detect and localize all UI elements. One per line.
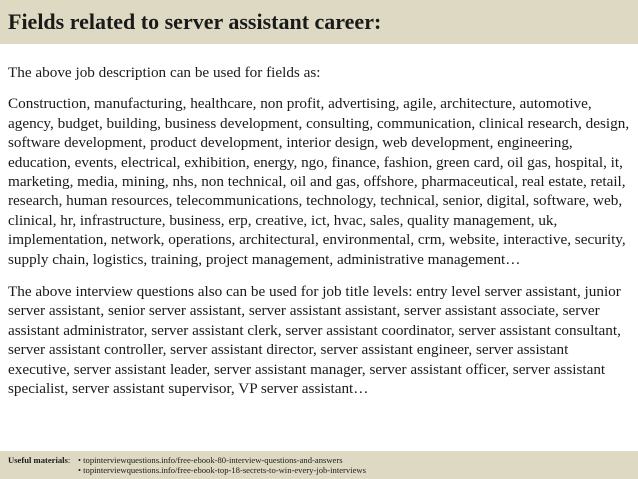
slide-body (8, 63, 633, 412)
page-title (8, 10, 381, 34)
footer-links (78, 455, 366, 475)
intro-text: The above job description can be used for fields as: (8, 64, 321, 81)
footer (8, 455, 366, 475)
job-levels-text: The above interview questions also can be used for job title levels: entry level server assistant, junior server assistant, senior server assistant, server assistant assistant, server assistant associate, server assistant administrator, server assistant clerk, server assistant coordinator, server assistant consultant, server assistant controller, server assistant director, server assistant engineer, server assistant executive, server assistant leader, server assistant manager, server assistant officer, server assistant specialist, server assistant supervisor, VP server assistant… (8, 283, 621, 398)
footer-link[interactable]: • topinterviewquestions.info/free-ebook-80-interview-questions-and-answers (78, 455, 343, 465)
footer-separator: : (67, 455, 71, 465)
page-title-main: Fields related to server assistant career (8, 9, 374, 34)
page-title-colon: : (373, 9, 382, 34)
fields-list: Construction, manufacturing, healthcare, non profit, advertising, agile, architecture, automotive, agency, budget, building, business development, consulting, communication, clinical research, design, software development, product development, interior design, web development, engineering, education, events, electrical, exhibition, energy, ngo, finance, fashion, green card, oil gas, hospital, it, marketing, media, mining, nhs, non technical, oil and gas, offshore, pharmaceutical, real estate, retail, research, human resources, telecommunications, technology, technical, senior, digital, software, web, clinical, hr, infrastructure, business, erp, creative, ict, hvac, sales, quality management, uk, implementation, network, operations, architectural, environmental, crm, website, interactive, security, supply chain, logistics, training, project management, administrative management… (8, 95, 630, 268)
footer-link[interactable]: • topinterviewquestions.info/free-ebook-top-18-secrets-to-win-every-job-interviews (78, 465, 366, 475)
footer-label: Useful materials (8, 455, 68, 465)
